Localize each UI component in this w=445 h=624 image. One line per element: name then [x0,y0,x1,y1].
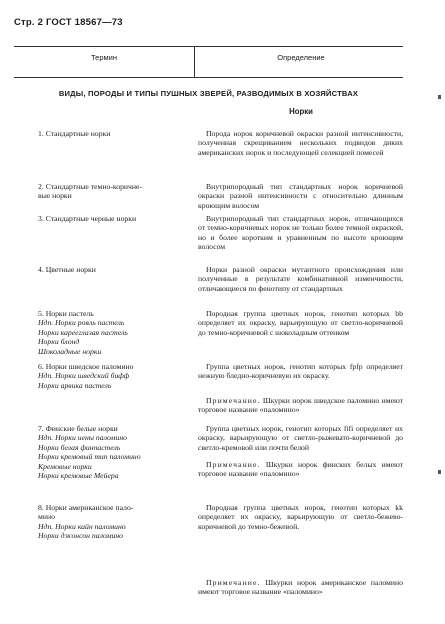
synonym: Норки кремовые Мейера [38,471,119,481]
synonym: Ндп. Норки рояль пастель [38,318,125,328]
term-4: 4. Цветные норки [38,265,96,274]
definition-1: Порода норок коричневой окраски разной интенсивности, полученная скрещиванием нескольких подвидов диких американских норок и последующей селекцией помесей [198,129,403,157]
synonym: Ндп. Норки кайн паломино [38,521,126,531]
synonym: Норки белая финпастель [38,442,121,452]
standard-number: ГОСТ 18567—73 [45,17,123,28]
margin-mark [438,470,441,474]
section-title: ВИДЫ, ПОРОДЫ И ТИПЫ ПУШНЫХ ЗВЕРЕЙ, РАЗВОДИМЫХ В ХОЗЯЙСТВАХ [58,89,359,98]
term-1: 1. Стандартные норки [38,129,111,138]
definition-2: Внутрипородный тип стандартных норок коричневой окраски разной интенсивности с относительно длинным кроющим волосом [198,182,403,210]
term-5: 5. Норки пастель Ндп. Норки рояль пастель Норки карееглазая пастель Норки блонд Шоколадные норки [38,309,190,356]
margin-mark [438,95,441,99]
note-6: Примечание. Шкурки норок шведское паломино имеют торговое название «паломино» [198,396,403,415]
synonym: Норки арвика пастель [38,380,112,390]
definition-4: Норки разной окраски мутантного происхождения или полученные в результате комбинативной изменчивости, отличающиеся по фенотипу от стандартных [198,265,403,293]
column-header-definition: Определение [277,53,325,62]
definition-5: Породная группа цветных норок, генотип которых bb определяет их окраску, варьирующую от светло-коричневой до темно-коричневой с шоколадным оттенком [198,309,403,337]
subsection-title: Норки [289,107,313,116]
column-header-term: Термин [91,53,117,62]
term-3: 3. Стандартные черные норки [38,214,137,223]
synonym: Шоколадные норки [38,346,102,356]
definition-6: Группа цветных норок, генотип которых fpfp определяет нежную бледно-коричневую их окраску. [198,362,403,381]
page-number: Стр. 2 [14,17,44,28]
term-6: 6. Норки шведское паломино Ндп. Норки шведский бифф Норки арвика пастель [38,362,190,390]
term-8: 8. Норки американское пало- мино Ндп. Норки кайн паломино Норки джонсон паломино [38,503,190,541]
definition-3: Внутрипородный тип стандартных норок, отличающихся от темно-коричневых норок не только более темной окраской, но и более коротким и уравненным по высоте кроющим волосом [198,214,403,252]
synonym: Норки карееглазая пастель [38,327,128,337]
page-header [14,17,123,28]
synonym: Норки блонд [38,337,80,347]
synonym: Кремовые норки [38,461,92,471]
table-header-rule [14,77,403,78]
definition-7: Группа цветных норок, генотип которых fifi определяет их окраску, варьирующую от светло-рыжевато-коричневой до светло-кремовой или почти белой [198,424,403,452]
column-separator [194,46,195,77]
definition-8: Породная группа цветных норок, генотип которых kk определяет их окраску, варьирующую от светло-бежево-коричневой до темно-бежевой. [198,503,403,531]
synonym: Норки джонсон паломино [38,531,123,541]
table-top-rule [14,46,403,47]
term-2: 2. Стандартные темно-коричне- вые норки [38,182,142,201]
note-7: Примечание. Шкурки норок финских белых имеют торговое название «паломино» [198,460,403,479]
term-7: 7. Финские белые норки Ндп. Норки иены паломино Норки белая финпастель Норки кремовый тип паломино Кремовые норки Норки кремовые Мейера [38,424,190,480]
synonym: Ндп. Норки иены паломино [38,433,128,443]
note-8: Примечание. Шкурки норок американское паломино имеют торговое название «паломино» [198,578,403,597]
synonym: Ндп. Норки шведский бифф [38,371,130,381]
synonym: Норки кремовый тип паломино [38,452,141,462]
